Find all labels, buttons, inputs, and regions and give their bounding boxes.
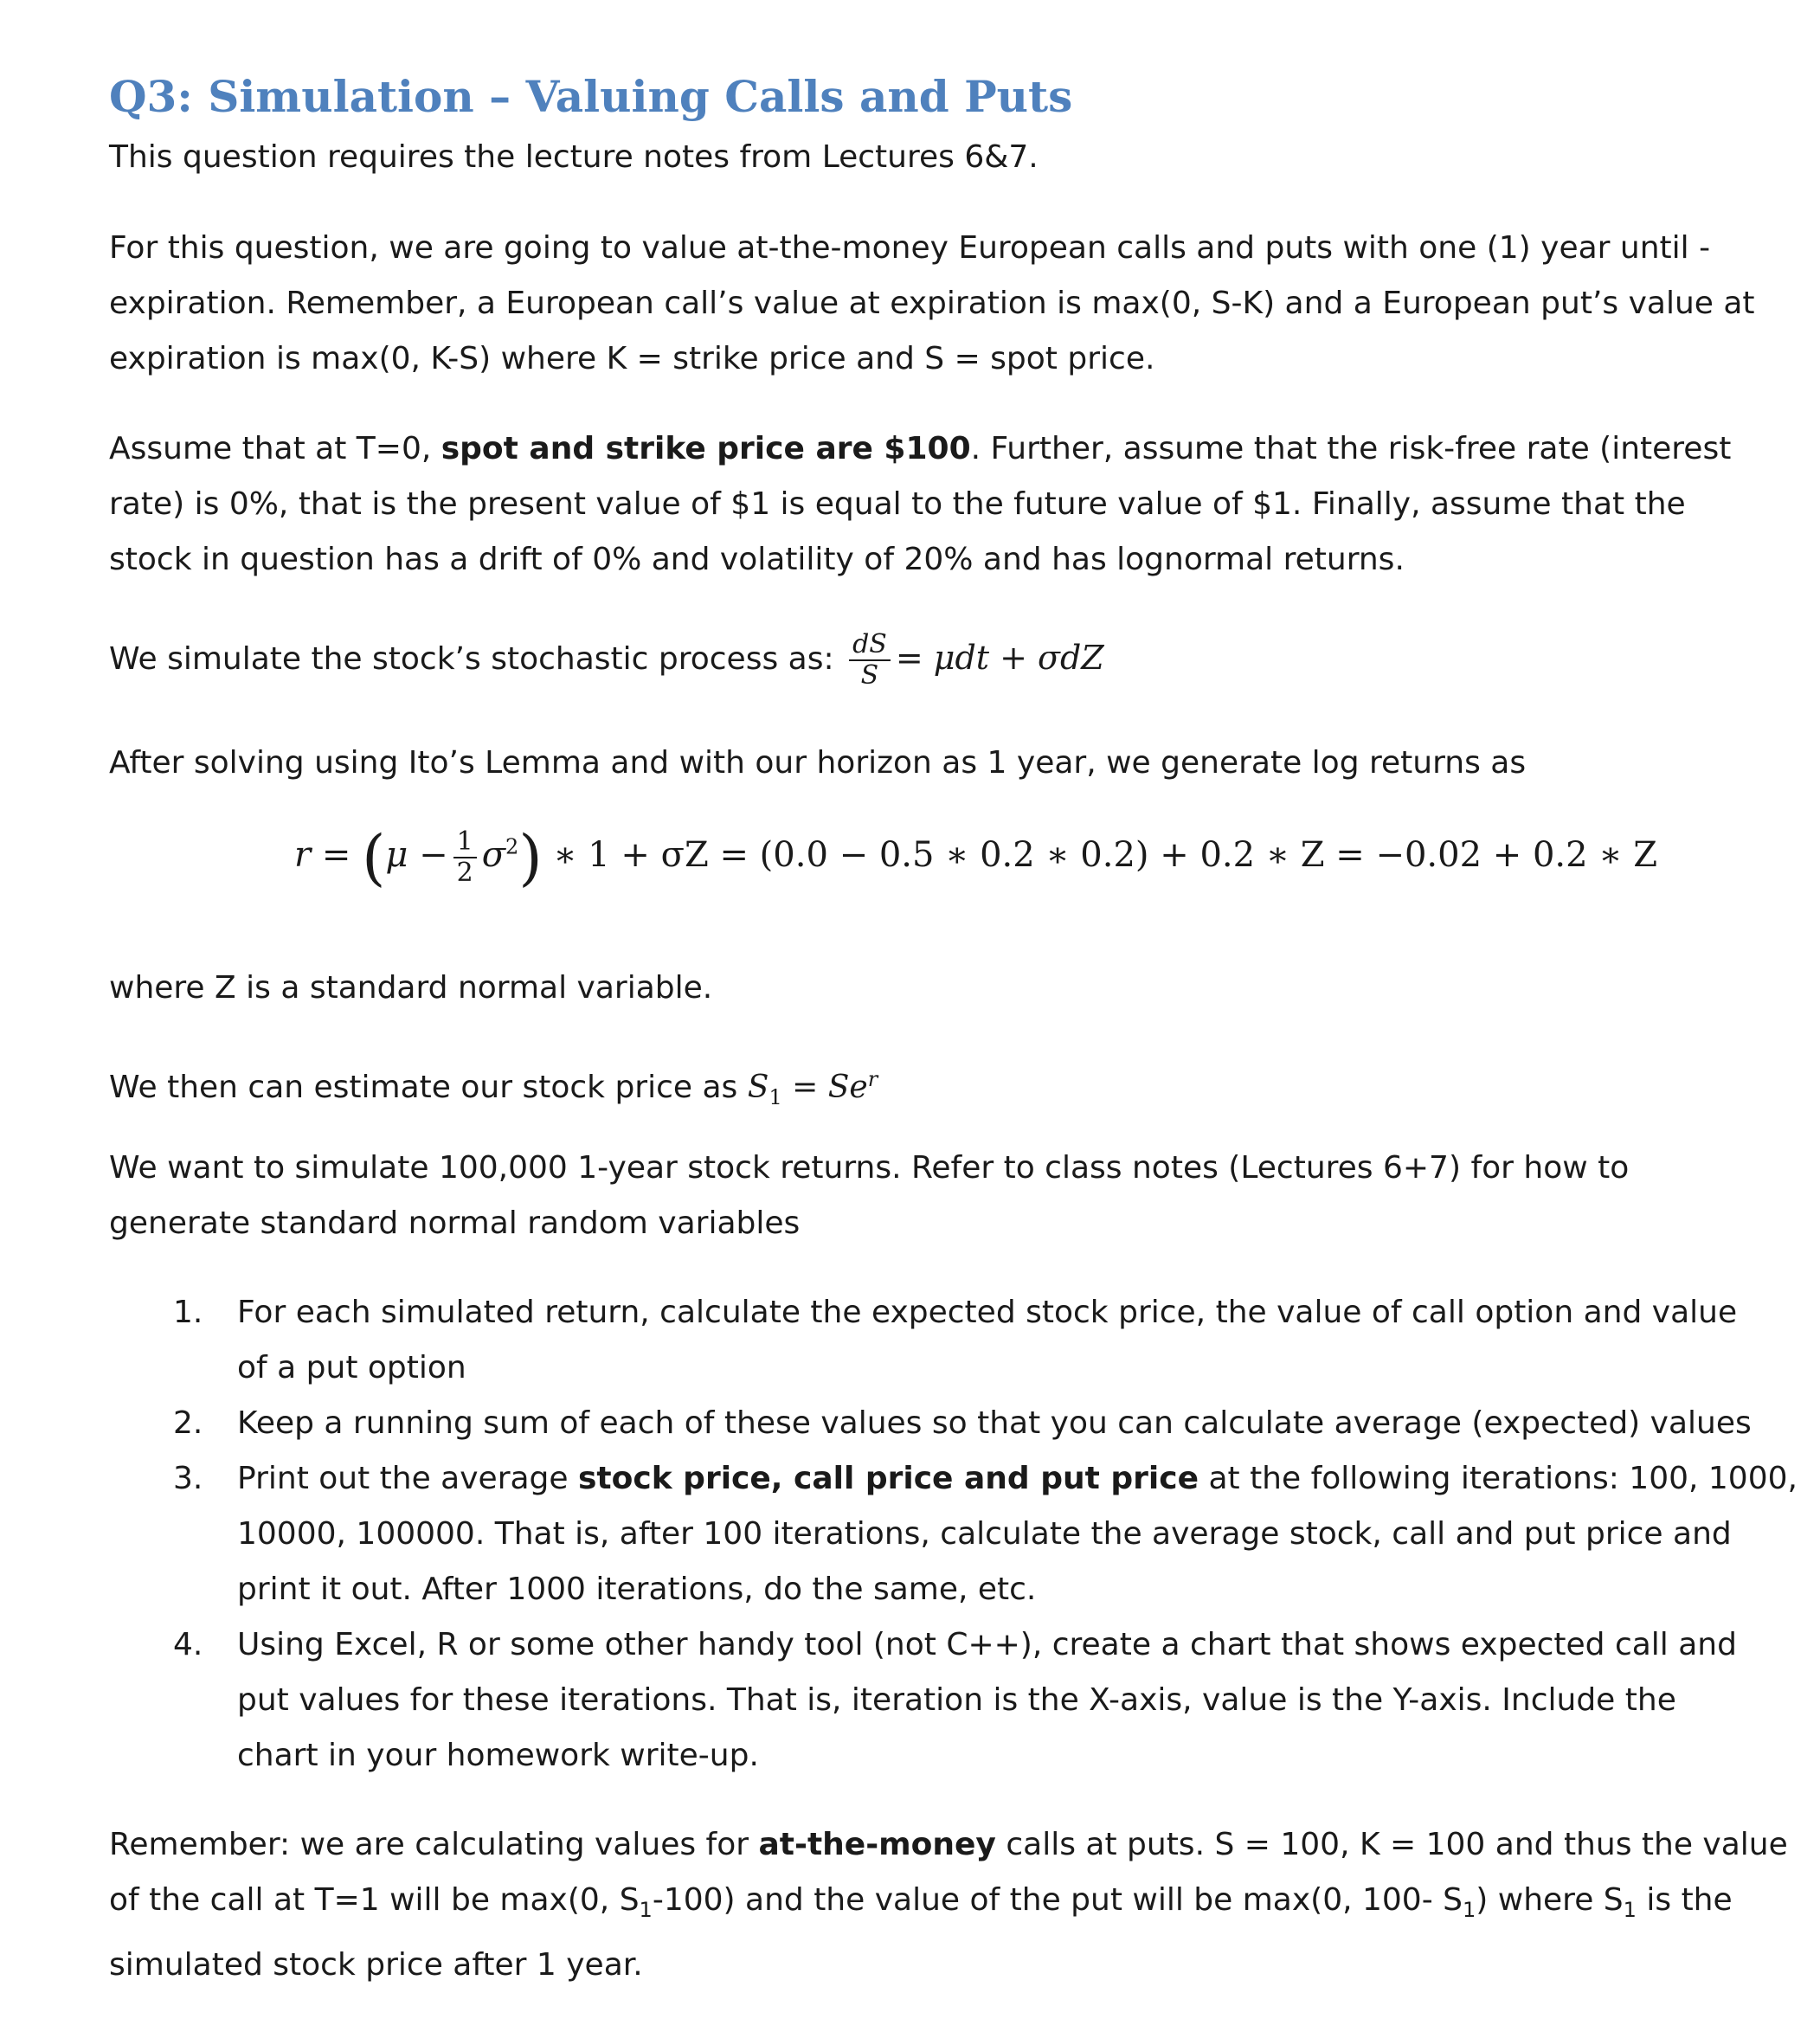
list-item: 4. Using Excel, R or some other handy tool (not C++), create a chart that shows expected call and put values for these iterations. That is, iteration is the X-axis, value is the Y-axis. Include the chart in your homework write-up. xyxy=(109,1617,1797,1784)
list-number: 2. xyxy=(173,1405,203,1441)
paragraph-simulate xyxy=(109,1141,1788,1251)
one-half-fraction: $\frac{1}{2}$ xyxy=(453,827,477,888)
paragraph-ito: After solving using Ito’s Lemma and with our horizon as 1 year, we generate log returns as xyxy=(109,745,1527,781)
list-item: 1. For each simulated return, calculate the expected stock price, the value of call option and value of a put option xyxy=(109,1285,1797,1396)
intro-paragraph: This question requires the lecture notes from Lectures 6&7. xyxy=(109,139,1039,175)
process-rhs: = μdt + σdZ xyxy=(895,639,1104,677)
list-number: 4. xyxy=(173,1627,203,1662)
page-title: Q3: Simulation – Valuing Calls and Puts xyxy=(109,71,1073,122)
paragraph-stochastic-process: We simulate the stock’s stochastic process as: $\frac{dS}{S}$ = μdt + σdZ xyxy=(109,629,1104,691)
stock-price-formula: $S_1 = Se^r$ xyxy=(747,1067,878,1110)
ds-over-s-fraction: $\frac{dS}{S}$ xyxy=(849,630,891,691)
paragraph-assumptions xyxy=(109,421,1788,588)
paragraph-stock-estimate: We then can estimate our stock price as $S_1 = Se^r$ xyxy=(109,1067,878,1110)
log-return-equation: r = (μ − $\frac{1}{2}$ $\sigma^2$) ∗ 1 + σZ = (0.0 − 0.5 ∗ 0.2 ∗ 0.2) + 0.2 ∗ Z = −0.02 + 0.2 ∗ Z xyxy=(294,822,1657,893)
paragraph-line: generate standard normal random variables xyxy=(109,1205,801,1241)
paragraph-expiration xyxy=(109,221,1788,387)
list-number: 3. xyxy=(173,1461,203,1496)
paragraph-line: We want to simulate 100,000 1-year stock returns. Refer to class notes (Lectures 6+7) for how to xyxy=(109,1150,1630,1186)
list-item: 2. Keep a running sum of each of these values so that you can calculate average (expected) values xyxy=(109,1396,1797,1451)
paragraph-line: of the call at T=1 will be max(0, $S_1-100$) and the value of the put will be max(0, 100- $S_1$) where $S_1$ is the xyxy=(109,1882,1733,1923)
paragraph-line: For this question, we are going to value at-the-money European calls and puts with one (1) year until - xyxy=(109,230,1711,266)
paragraph-reminder xyxy=(109,1817,1788,1993)
paragraph-line: stock in question has a drift of 0% and volatility of 20% and has lognormal returns. xyxy=(109,542,1405,577)
paragraph-line: Assume that at T=0, spot and strike price are $100. Further, assume that the risk-free rate (interest xyxy=(109,431,1732,466)
paragraph-line: rate) is 0%, that is the present value of $1 is equal to the future value of $1. Finally, assume that the xyxy=(109,486,1686,522)
bold-text: stock price, call price and put price xyxy=(578,1461,1199,1496)
paragraph-line: Remember: we are calculating values for at-the-money calls at puts. S = 100, K = 100 and thus the value xyxy=(109,1827,1788,1862)
paragraph-line: expiration is max(0, K-S) where K = strike price and S = spot price. xyxy=(109,341,1155,376)
paragraph-line: simulated stock price after 1 year. xyxy=(109,1947,643,1983)
numbered-list xyxy=(109,1285,1797,1784)
bold-text: at-the-money xyxy=(758,1827,996,1862)
paragraph-z-definition: where Z is a standard normal variable. xyxy=(109,970,713,1006)
list-number: 1. xyxy=(173,1295,203,1330)
paragraph-line: expiration. Remember, a European call’s value at expiration is max(0, S-K) and a European put’s value at xyxy=(109,286,1755,321)
bold-text: spot and strike price are $100 xyxy=(441,431,971,466)
list-item: 3. Print out the average stock price, call price and put price at the following iterations: 100, 1000, 10000, 100000. That is, after 100 iterations, calculate the average stock, call and put price and print it out. After 1000 iterations, do the same, etc. xyxy=(109,1451,1797,1617)
